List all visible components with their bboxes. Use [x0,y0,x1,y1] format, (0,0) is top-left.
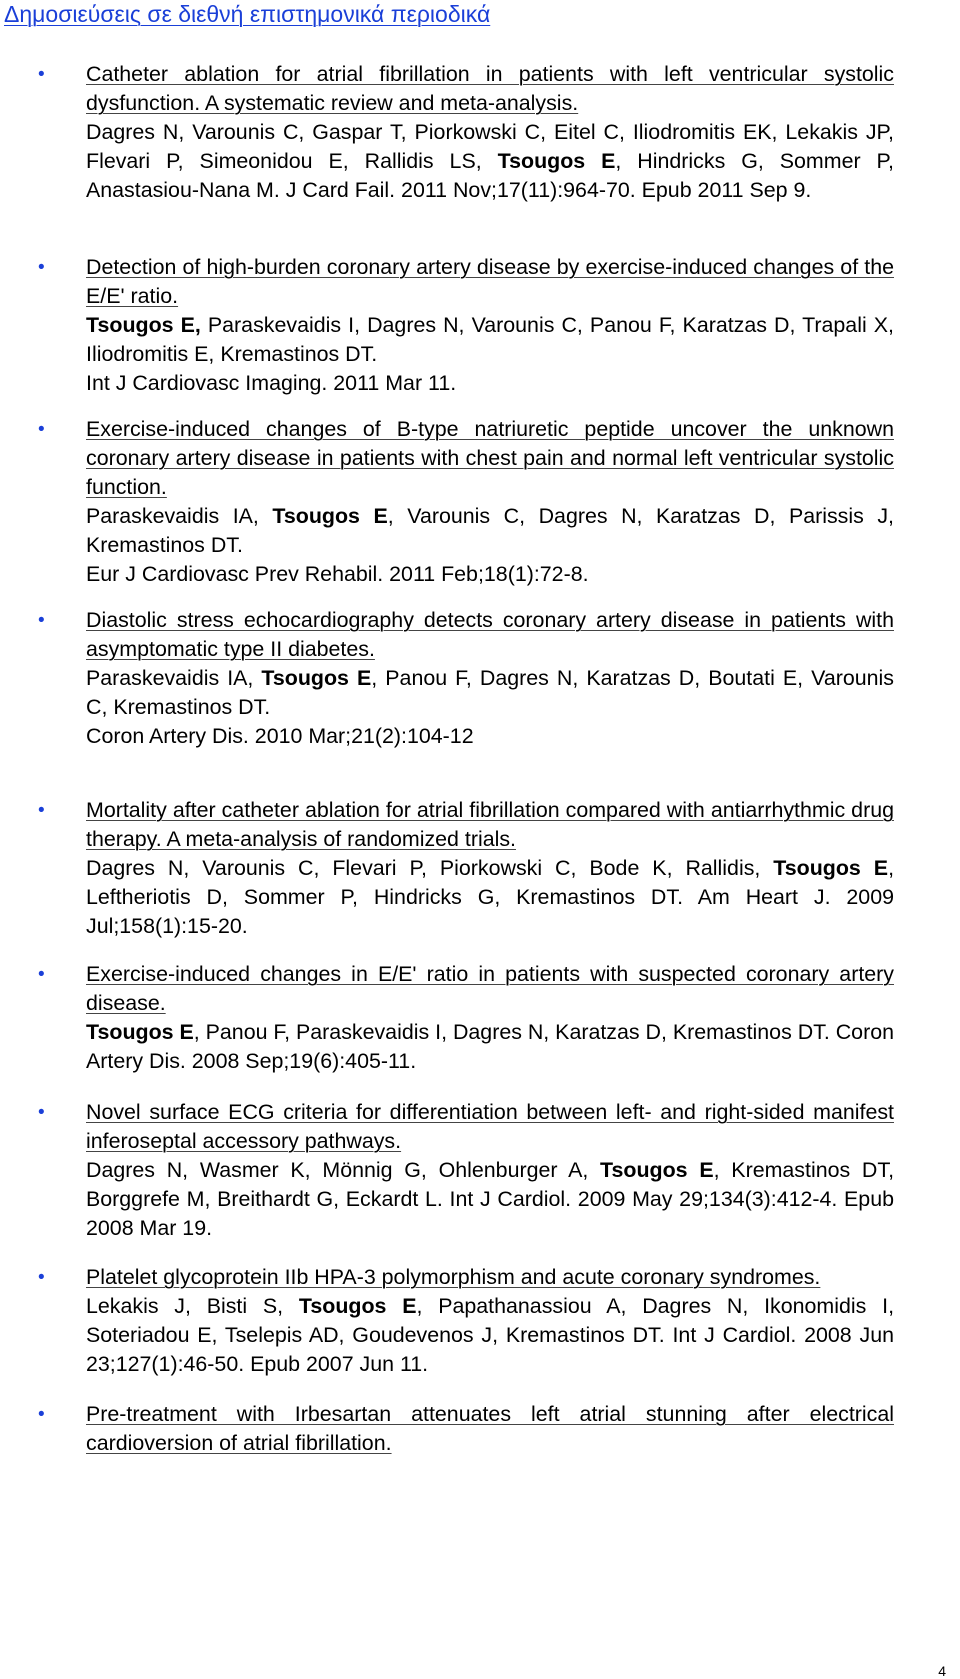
authors-text: , Kremastinos DT, Borggrefe M, Breithardt G, Eckardt L. Int J Cardiol. 2009 May 29;134(3):412-4. Epub 2008 Mar 19. [86,1158,895,1241]
publication-authors [86,1156,894,1243]
authors-text: , Papathanassiou A, Dagres N, Ikonomidis I, Soteriadou E, Tselepis AD, Goudevenos J, Kremastinos DT. Int J Cardiol. 2008 Jun 23;127(1):46-50. Epub 2007 Jun 11. [86,1294,895,1377]
bullet-icon: • [38,1267,45,1288]
publication-authors [86,118,894,205]
authors-text: , Varounis C, Dagres N, Karatzas D, Parissis J, Kremastinos DT. [86,504,895,558]
bullet-icon: • [38,800,45,821]
publication-authors [86,502,894,560]
publication-authors [86,311,894,369]
publication-authors [86,664,894,722]
authors-text: Dagres N, Varounis C, Gaspar T, Piorkowski C, Eitel C, Iliodromitis EK, Lekakis JP, Flevari P, Simeonidou E, Rallidis LS, [86,120,894,174]
authors-text: Paraskevaidis IA, [86,666,262,691]
publication-body [86,796,894,941]
highlighted-author: Tsougos E [773,856,889,881]
publication-item [38,1098,960,1243]
page-heading: Δημοσιεύσεις σε διεθνή επιστημονικά περιοδικά [4,1,491,27]
bullet-icon: • [38,1102,45,1123]
publication-item [38,415,960,590]
bullet-icon: • [38,1404,45,1425]
highlighted-author: Tsougos E [298,1294,417,1319]
publication-body [86,1098,894,1243]
publication-title: Pre-treatment with Irbesartan attenuates left atrial stunning after electrical cardioversion of atrial fibrillation. [86,1402,894,1456]
authors-text: Dagres N, Wasmer K, Mönnig G, Ohlenburger A, [86,1158,601,1183]
publication-title: Diastolic stress echocardiography detects coronary artery disease in patients with asymptomatic type II diabetes. [86,608,894,662]
bullet-icon: • [38,64,45,85]
bullet-icon: • [38,964,45,985]
bullet-icon: • [38,419,45,440]
publication-authors [86,1292,894,1379]
highlighted-author: Tsougos E [272,504,388,529]
publication-authors [86,1018,894,1076]
publication-title: Mortality after catheter ablation for atrial fibrillation compared with antiarrhythmic drug therapy. A meta-analysis of randomized trials. [86,798,894,852]
highlighted-author: Tsougos E [600,1158,714,1183]
publication-item [38,606,960,751]
publication-journal: Eur J Cardiovasc Prev Rehabil. 2011 Feb;18(1):72-8. [86,562,589,587]
publication-item [38,796,960,941]
page-number: 4 [938,1663,946,1679]
highlighted-author: Tsougos E, [86,313,201,338]
authors-text: , Hindricks G, Sommer P, Anastasiou-Nana M. J Card Fail. 2011 Nov;17(11):964-70. Epub 2011 Sep 9. [86,149,894,203]
publication-item [38,1263,960,1379]
publication-title: Detection of high-burden coronary artery disease by exercise-induced changes of the E/E' ratio. [86,255,894,309]
publication-title: Novel surface ECG criteria for differentiation between left- and right-sided manifest inferoseptal accessory pathways. [86,1100,894,1154]
publication-item [38,253,960,398]
authors-text: Lekakis J, Bisti S, [86,1294,299,1319]
publication-journal: Int J Cardiovasc Imaging. 2011 Mar 11. [86,371,457,396]
publication-body [86,1400,894,1458]
publication-item [38,60,960,205]
publication-item [38,1400,960,1458]
publication-title: Catheter ablation for atrial fibrillation in patients with left ventricular systolic dysfunction. A systematic review and meta-analysis. [86,62,894,116]
bullet-icon: • [38,610,45,631]
publication-body [86,60,894,205]
highlighted-author: Tsougos E [261,666,372,691]
publication-body [86,415,894,590]
authors-text: , Leftheriotis D, Sommer P, Hindricks G, Kremastinos DT. Am Heart J. 2009 Jul;158(1):15-20. [86,856,895,939]
authors-text: , Panou F, Dagres N, Karatzas D, Boutati E, Varounis C, Kremastinos DT. [86,666,894,720]
publication-item [38,960,960,1076]
publication-body [86,960,894,1076]
publication-body [86,1263,894,1379]
authors-text: Paraskevaidis IA, [86,504,273,529]
authors-text: , Panou F, Paraskevaidis I, Dagres N, Karatzas D, Kremastinos DT. Coron Artery Dis. 2008 Sep;19(6):405-11. [86,1020,894,1074]
highlighted-author: Tsougos E [497,149,616,174]
publication-body [86,606,894,751]
authors-text: Dagres N, Varounis C, Flevari P, Piorkowski C, Bode K, Rallidis, [86,856,774,881]
publication-body [86,253,894,398]
publication-title: Exercise-induced changes in E/E' ratio in patients with suspected coronary artery disease. [86,962,894,1016]
bullet-icon: • [38,257,45,278]
publication-title: Exercise-induced changes of B-type natriuretic peptide uncover the unknown coronary artery disease in patients with chest pain and normal left ventricular systolic function. [86,417,894,500]
publication-journal: Coron Artery Dis. 2010 Mar;21(2):104-12 [86,724,474,749]
highlighted-author: Tsougos E [86,1020,194,1045]
publication-title: Platelet glycoprotein IIb HPA-3 polymorphism and acute coronary syndromes. [86,1265,821,1289]
publication-authors [86,854,894,941]
authors-text: Paraskevaidis I, Dagres N, Varounis C, Panou F, Karatzas D, Trapali X, Iliodromitis E, Kremastinos DT. [86,313,894,367]
